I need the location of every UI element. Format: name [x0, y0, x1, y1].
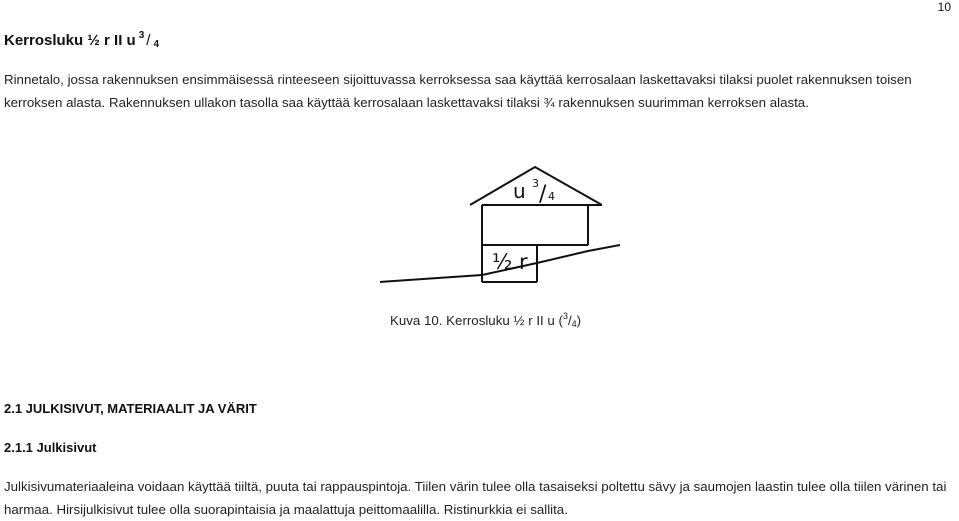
- intro-sentence-2: Rakennuksen ullakon tasolla saa käyttää kerrosalaan laskettavaksi tilaksi ¾ rakennuksen suurimman kerroksen alasta.: [108, 95, 809, 110]
- caption-text: Kuva 10. Kerrosluku ½ r II u (: [390, 313, 563, 328]
- body-paragraph-text: Julkisivumateriaaleina voidaan käyttää tiiltä, puuta tai rappauspintoja. Tiilen värin tulee olla tasaiseksi poltettu sävy ja saumojen laastin tulee olla tiilen värinen tai harmaa. Hirsijulkisivut tulee olla suorapintaisia ja maalattuja peittomaalilla. Ristinurkkia ei sallita.: [4, 479, 947, 517]
- upper-fraction-denominator: 4: [548, 190, 555, 203]
- building-section-diagram: [380, 165, 620, 295]
- page-number: 10: [937, 0, 951, 14]
- heading-fraction-slash: /: [146, 32, 151, 49]
- upper-label: u: [513, 179, 526, 203]
- upper-fraction-numerator: 3: [532, 177, 539, 190]
- subsection-heading: 2.1.1 Julkisivut: [4, 440, 97, 455]
- lower-label: ½ r: [492, 250, 528, 274]
- figure-caption: [390, 311, 581, 329]
- caption-close-paren: ): [576, 313, 582, 328]
- body-paragraph: [4, 475, 954, 521]
- caption-fraction-denominator: 4: [571, 319, 577, 329]
- heading-text: Kerrosluku ½ r II u: [4, 32, 136, 49]
- upper-fraction-slash: /: [539, 182, 547, 207]
- intro-paragraph: [4, 68, 954, 114]
- page-heading: [4, 30, 159, 50]
- section-heading: 2.1 JULKISIVUT, MATERIAALIT JA VÄRIT: [4, 401, 257, 416]
- caption-fraction-numerator: 3: [562, 311, 568, 321]
- caption-fraction-slash: /: [567, 313, 572, 328]
- intro-sentence-1: Rinnetalo, jossa rakennuksen ensimmäisessä rinteeseen sijoittuvassa kerroksessa saa käyttää kerrosalaan laskettavaksi tilaksi puolet rakennuksen toisen kerroksen alasta.: [4, 72, 912, 110]
- heading-fraction-denominator: 4: [153, 39, 160, 50]
- heading-fraction-numerator: 3: [138, 30, 145, 41]
